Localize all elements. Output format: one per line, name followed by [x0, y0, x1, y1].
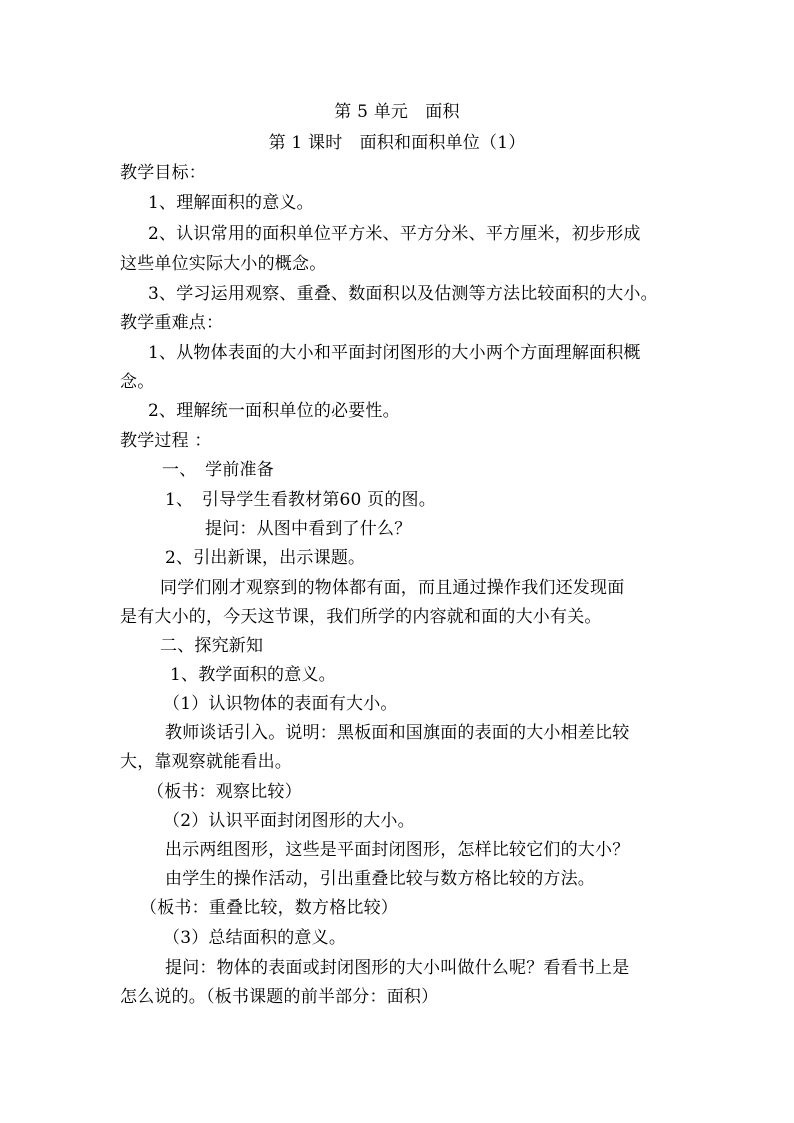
unit-title: 第 5 单元 面积 [334, 102, 460, 122]
process-question: 提问：从图中看到了什么？ [205, 519, 412, 539]
key-point-item: 1、从物体表面的大小和平面封闭图形的大小两个方面理解面积概 [148, 343, 641, 363]
process-substep: （3）总结面积的意义。 [163, 928, 347, 948]
lesson-title: 第 1 课时 面积和面积单位（1） [268, 133, 526, 153]
section-heading: 二、探究新知 [160, 636, 264, 656]
goals-heading: 教学目标： [120, 163, 206, 183]
board-note: （板书：观察比较） [147, 782, 302, 802]
process-paragraph-continued: 大，靠观察就能看出。 [120, 752, 292, 772]
key-point-item: 2、理解统一面积单位的必要性。 [148, 401, 400, 421]
process-paragraph: 同学们刚才观察到的物体都有面，而且通过操作我们还发现面 [160, 578, 625, 598]
process-step: 1、 引导学生看教材第60 页的图。 [165, 490, 436, 510]
key-points-heading: 教学重难点： [120, 313, 224, 333]
process-paragraph: 提问：物体的表面或封闭图形的大小叫做什么呢？看看书上是 [165, 958, 630, 978]
board-note: （板书：重叠比较，数方格比较） [140, 898, 398, 918]
process-paragraph: 由学生的操作活动，引出重叠比较与数方格比较的方法。 [165, 869, 595, 889]
process-substep: （2）认识平面封闭图形的大小。 [163, 811, 415, 831]
process-paragraph: 教师谈话引入。说明：黑板面和国旗面的表面的大小相差比较 [165, 723, 630, 743]
process-step: 1、教学面积的意义。 [170, 665, 336, 685]
process-substep: （1）认识物体的表面有大小。 [163, 694, 398, 714]
process-paragraph-continued: 怎么说的。（板书课题的前半部分：面积） [120, 987, 439, 1007]
section-heading: 一、 学前准备 [162, 460, 274, 480]
process-paragraph-continued: 是有大小的，今天这节课，我们所学的内容就和面的大小有关。 [120, 607, 602, 627]
process-heading: 教学过程 ： [120, 431, 212, 451]
goal-item: 3、学习运用观察、重叠、数面积以及估测等方法比较面积的大小。 [148, 284, 658, 304]
process-step: 2、引出新课，出示课题。 [165, 548, 366, 568]
goal-item: 2、认识常用的面积单位平方米、平方分米、平方厘米，初步形成 [148, 224, 641, 244]
process-paragraph: 出示两组图形，这些是平面封闭图形，怎样比较它们的大小？ [165, 840, 630, 860]
goal-item: 1、理解面积的意义。 [148, 193, 314, 213]
key-point-item-continued: 念。 [120, 372, 155, 392]
goal-item-continued: 这些单位实际大小的概念。 [120, 254, 327, 274]
